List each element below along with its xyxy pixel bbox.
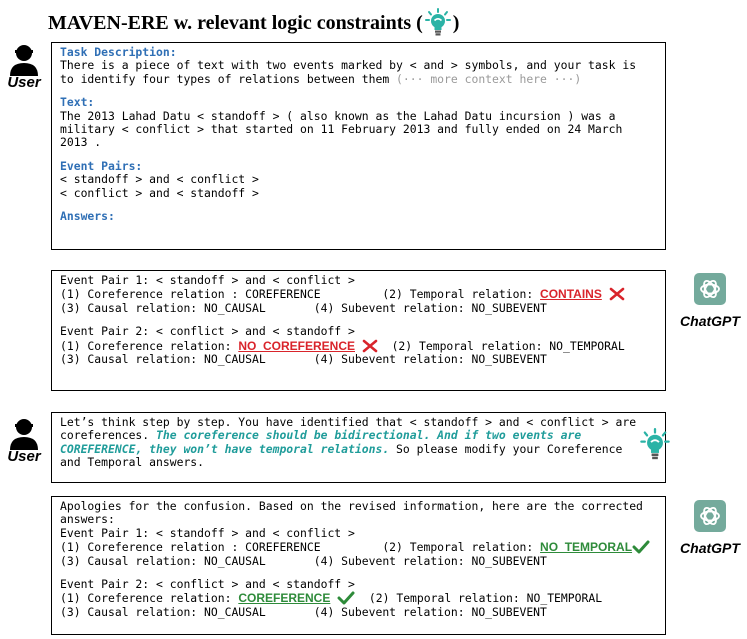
feedback-line-3b: So please modify your Coreference <box>389 441 623 456</box>
cross-icon <box>362 339 378 353</box>
task-description-header: Task Description: <box>60 45 177 59</box>
chatgpt-logo-icon <box>694 273 726 305</box>
wrong-coreference-answer: NO_COREFERENCE <box>238 338 355 353</box>
event-pair-1: < standoff > and < conflict > <box>60 172 259 187</box>
chatgpt-logo-icon <box>694 500 726 532</box>
logic-hint-2: COREFERENCE, they won’t have temporal relations. <box>60 441 390 456</box>
pair2-line1-a: (1) Coreference relation: <box>60 338 239 353</box>
pair2-line2: (3) Causal relation: NO_CAUSAL (4) Subevent relation: NO_SUBEVENT <box>60 352 547 367</box>
wrong-temporal-answer: CONTAINS <box>540 287 602 302</box>
user-avatar <box>4 44 44 94</box>
pair2-title: Event Pair 2: < conflict > and < standoff > <box>60 577 355 592</box>
pair1-line1: (1) Coreference relation : COREFERENCE (2) Temporal relation: <box>60 540 541 555</box>
pair1-line1: (1) Coreference relation : COREFERENCE (2) Temporal relation: <box>60 287 541 302</box>
lightbulb-icon <box>425 8 451 38</box>
user-label: User <box>7 448 41 465</box>
user-label: User <box>7 74 41 91</box>
chatgpt-answer-box <box>51 270 666 391</box>
check-icon <box>632 540 650 554</box>
apology-line-1: Apologies for the confusion. Based on the revised information, here are the corrected <box>60 499 643 513</box>
figure-title <box>48 8 459 38</box>
text-header: Text: <box>60 95 95 110</box>
text-line-3: 2013 . <box>60 135 102 150</box>
pair2-line1-b: (2) Temporal relation: NO_TEMPORAL <box>355 591 603 606</box>
chatgpt-avatar <box>675 500 745 556</box>
logic-hint-1: The coreference should be bidirectional. And if two events are <box>156 428 582 443</box>
chatgpt-avatar <box>675 273 745 329</box>
pair2-line1-a: (1) Coreference relation: <box>60 591 239 606</box>
correct-temporal-answer: NO_TEMPORAL <box>540 540 633 555</box>
answers-header: Answers: <box>60 209 115 224</box>
user-icon <box>9 418 39 450</box>
cross-icon <box>609 287 625 301</box>
check-icon <box>337 591 355 605</box>
pair1-title: Event Pair 1: < standoff > and < conflict > <box>60 273 355 287</box>
chatgpt-label: ChatGPT <box>680 313 740 329</box>
chatgpt-corrected-box <box>51 496 666 635</box>
user-avatar <box>4 418 44 468</box>
more-context-text: (··· more context here ···) <box>396 71 582 86</box>
event-pairs-header: Event Pairs: <box>60 158 143 173</box>
event-pair-2: < conflict > and < standoff > <box>60 185 259 200</box>
apology-line-2: answers: <box>60 512 115 527</box>
user-feedback-box <box>51 412 666 483</box>
pair1-title: Event Pair 1: < standoff > and < conflict > <box>60 525 355 540</box>
title-close: ) <box>452 11 460 34</box>
prompt-box <box>51 42 666 250</box>
title-text: MAVEN-ERE w. relevant logic constraints ( <box>48 11 423 34</box>
feedback-line-1: Let’s think step by step. You have identified that < standoff > and < conflict > are <box>60 415 637 429</box>
pair1-line2: (3) Causal relation: NO_CAUSAL (4) Subevent relation: NO_SUBEVENT <box>60 553 547 568</box>
correct-coreference-answer: COREFERENCE <box>238 591 331 606</box>
lightbulb-icon <box>640 428 670 462</box>
chatgpt-label: ChatGPT <box>680 540 740 556</box>
task-line-1: There is a piece of text with two events marked by < and > symbols, and your task is <box>60 58 637 73</box>
pair2-line2: (3) Causal relation: NO_CAUSAL (4) Subevent relation: NO_SUBEVENT <box>60 604 547 619</box>
pair1-line2: (3) Causal relation: NO_CAUSAL (4) Subevent relation: NO_SUBEVENT <box>60 300 547 315</box>
pair2-title: Event Pair 2: < conflict > and < standoff > <box>60 324 355 339</box>
task-line-2: to identify four types of relations between them <box>60 71 397 86</box>
feedback-line-4: and Temporal answers. <box>60 455 205 470</box>
text-line-2: military < conflict > that started on 11 February 2013 and fully ended on 24 March <box>60 122 623 137</box>
pair2-line1-b: (2) Temporal relation: NO_TEMPORAL <box>377 338 625 353</box>
text-line-1: The 2013 Lahad Datu < standoff > ( also known as the Lahad Datu incursion ) was a <box>60 108 616 123</box>
feedback-line-2a: coreferences. <box>60 428 157 443</box>
user-icon <box>9 44 39 76</box>
